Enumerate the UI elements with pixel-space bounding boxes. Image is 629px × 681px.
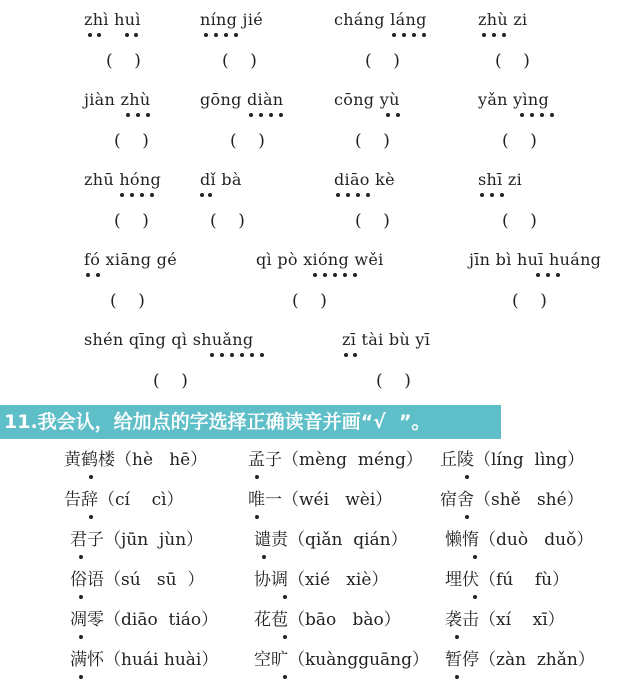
answer-blank[interactable]: ( ) [355, 211, 390, 231]
pinyin-word: diāo kè [334, 170, 395, 189]
choice-item[interactable]: 俗语（sú sū ） [70, 570, 205, 590]
emphasis-dot [250, 353, 254, 357]
emphasis-dot [530, 113, 534, 117]
emphasis-dot [356, 193, 360, 197]
pinyin-word: gōng diàn [200, 90, 284, 109]
pinyin-word: qì pò xióng wěi [256, 250, 384, 269]
emphasis-dot [283, 635, 287, 639]
emphasis-dot [210, 353, 214, 357]
choice-item[interactable]: 君子（jūn jùn） [70, 530, 204, 550]
pinyin-word: zhù zi [478, 10, 528, 29]
emphasis-dot [344, 353, 348, 357]
emphasis-dot [200, 193, 204, 197]
answer-blank[interactable]: ( ) [495, 51, 530, 71]
answer-blank[interactable]: ( ) [376, 371, 411, 391]
emphasis-dot [455, 635, 459, 639]
emphasis-dot [88, 33, 92, 37]
emphasis-dot [150, 193, 154, 197]
choice-item[interactable]: 唯一（wéi wèi） [248, 490, 393, 510]
emphasis-dot [366, 193, 370, 197]
choice-item[interactable]: 暂停（zàn zhǎn） [445, 650, 595, 670]
emphasis-dot [500, 193, 504, 197]
emphasis-dot [86, 273, 90, 277]
emphasis-dot [89, 515, 93, 519]
answer-blank[interactable]: ( ) [292, 291, 327, 311]
pinyin-word: zhū hóng [84, 170, 162, 189]
answer-blank[interactable]: ( ) [230, 131, 265, 151]
emphasis-dot [550, 113, 554, 117]
emphasis-dot [392, 33, 396, 37]
emphasis-dot [255, 515, 259, 519]
emphasis-dot [386, 113, 390, 117]
emphasis-dot [402, 33, 406, 37]
emphasis-dot [97, 33, 101, 37]
emphasis-dot [480, 193, 484, 197]
emphasis-dot [490, 193, 494, 197]
choice-item[interactable]: 袭击（xí xī） [445, 610, 565, 630]
emphasis-dot [220, 353, 224, 357]
pinyin-word: yǎn yìng [478, 90, 550, 109]
choice-item[interactable]: 满怀（huái huài） [70, 650, 219, 670]
emphasis-dot [465, 515, 469, 519]
emphasis-dot [333, 273, 337, 277]
emphasis-dot [455, 675, 459, 679]
answer-blank[interactable]: ( ) [210, 211, 245, 231]
emphasis-dot [262, 555, 266, 559]
emphasis-dot [346, 193, 350, 197]
answer-blank[interactable]: ( ) [355, 131, 390, 151]
emphasis-dot [136, 113, 140, 117]
pinyin-word: jīn bì huī huáng [469, 250, 602, 269]
emphasis-dot [269, 113, 273, 117]
choice-item[interactable]: 宿舍（shě shé） [440, 490, 584, 510]
emphasis-dot [125, 33, 129, 37]
choice-item[interactable]: 协调（xié xiè） [254, 570, 389, 590]
choice-item[interactable]: 花苞（bāo bào） [254, 610, 401, 630]
choice-item[interactable]: 孟子（mèng méng） [248, 450, 423, 470]
pinyin-word: níng jié [200, 10, 264, 29]
emphasis-dot [546, 273, 550, 277]
emphasis-dot [323, 273, 327, 277]
emphasis-dot [343, 273, 347, 277]
emphasis-dot [214, 33, 218, 37]
emphasis-dot [520, 113, 524, 117]
emphasis-dot [120, 193, 124, 197]
pinyin-word: shén qīng qì shuǎng [84, 330, 254, 349]
emphasis-dot [79, 635, 83, 639]
emphasis-dot [89, 475, 93, 479]
pinyin-word: shī zi [478, 170, 523, 189]
answer-blank[interactable]: ( ) [222, 51, 257, 71]
choice-item[interactable]: 告辞（cí cì） [64, 490, 184, 510]
answer-blank[interactable]: ( ) [114, 211, 149, 231]
emphasis-dot [492, 33, 496, 37]
answer-blank[interactable]: ( ) [502, 131, 537, 151]
emphasis-dot [396, 113, 400, 117]
emphasis-dot [130, 193, 134, 197]
answer-blank[interactable]: ( ) [106, 51, 141, 71]
emphasis-dot [313, 273, 317, 277]
emphasis-dot [422, 33, 426, 37]
choice-item[interactable]: 凋零（diāo tiáo） [70, 610, 219, 630]
answer-blank[interactable]: ( ) [365, 51, 400, 71]
choice-item[interactable]: 丘陵（líng lìng） [440, 450, 585, 470]
emphasis-dot [353, 273, 357, 277]
emphasis-dot [249, 113, 253, 117]
emphasis-dot [412, 33, 416, 37]
emphasis-dot [224, 33, 228, 37]
answer-blank[interactable]: ( ) [110, 291, 145, 311]
emphasis-dot [230, 353, 234, 357]
emphasis-dot [79, 675, 83, 679]
emphasis-dot [96, 273, 100, 277]
choice-item[interactable]: 空旷（kuàngguāng） [254, 650, 430, 670]
emphasis-dot [126, 113, 130, 117]
emphasis-dot [502, 33, 506, 37]
pinyin-word: jiàn zhù [84, 90, 151, 109]
emphasis-dot [465, 475, 469, 479]
answer-blank[interactable]: ( ) [114, 131, 149, 151]
emphasis-dot [204, 33, 208, 37]
emphasis-dot [336, 193, 340, 197]
emphasis-dot [536, 273, 540, 277]
emphasis-dot [259, 113, 263, 117]
emphasis-dot [140, 193, 144, 197]
emphasis-dot [556, 273, 560, 277]
pinyin-word: zhì huì [84, 10, 141, 29]
choice-item[interactable]: 谴责（qiǎn qián） [254, 530, 408, 550]
question-11-title: 11.我会认，给加点的字选择正确读音并画“√ ”。 [0, 405, 501, 439]
emphasis-dot [260, 353, 264, 357]
emphasis-dot [255, 475, 259, 479]
emphasis-dot [473, 595, 477, 599]
emphasis-dot [482, 33, 486, 37]
emphasis-dot [208, 193, 212, 197]
answer-blank[interactable]: ( ) [512, 291, 547, 311]
pinyin-word: dǐ bà [200, 170, 242, 189]
emphasis-dot [283, 675, 287, 679]
answer-blank[interactable]: ( ) [153, 371, 188, 391]
emphasis-dot [79, 595, 83, 599]
emphasis-dot [134, 33, 138, 37]
emphasis-dot [240, 353, 244, 357]
emphasis-dot [79, 555, 83, 559]
pinyin-word: cōng yù [334, 90, 400, 109]
emphasis-dot [540, 113, 544, 117]
emphasis-dot [283, 595, 287, 599]
choice-item[interactable]: 懒惰（duò duǒ） [445, 530, 594, 550]
emphasis-dot [473, 555, 477, 559]
emphasis-dot [146, 113, 150, 117]
choice-item[interactable]: 黄鹤楼（hè hē） [64, 450, 208, 470]
answer-blank[interactable]: ( ) [502, 211, 537, 231]
emphasis-dot [279, 113, 283, 117]
emphasis-dot [234, 33, 238, 37]
choice-item[interactable]: 埋伏（fú fù） [445, 570, 570, 590]
emphasis-dot [353, 353, 357, 357]
pinyin-word: zī tài bù yī [342, 330, 431, 349]
pinyin-word: cháng láng [334, 10, 427, 29]
pinyin-word: fó xiāng gé [84, 250, 177, 269]
